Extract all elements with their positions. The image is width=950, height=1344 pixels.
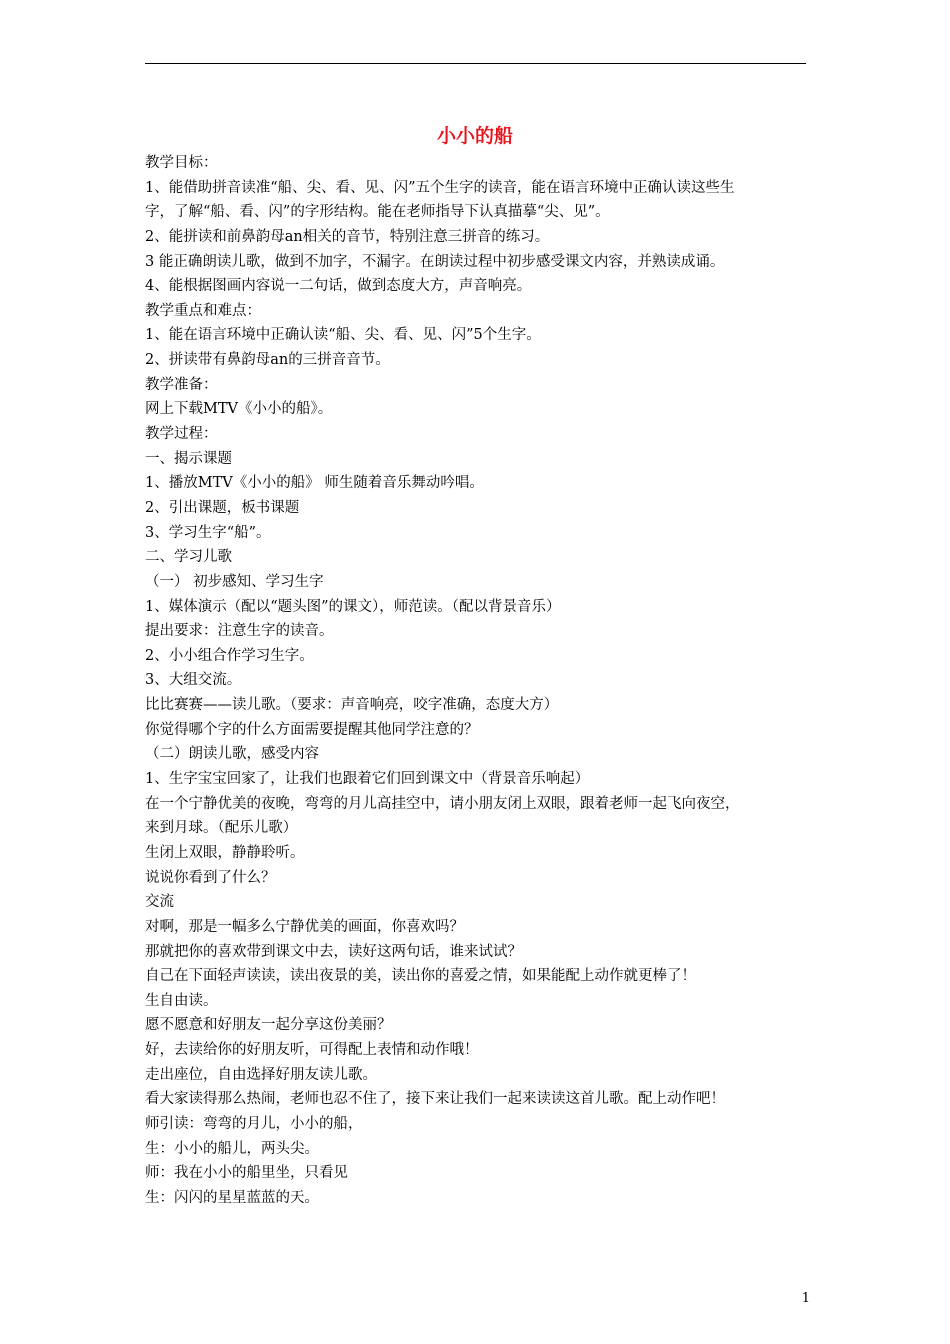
text-line: 好，去读给你的好朋友听，可得配上表情和动作哦！ xyxy=(145,1042,479,1059)
text-line: 3、学习生字“船”。 xyxy=(145,524,271,541)
text-line: 你觉得哪个字的什么方面需要提醒其他同学注意的？ xyxy=(145,721,479,738)
text-line: 教学准备： xyxy=(145,376,218,393)
text-line: 3、大组交流。 xyxy=(145,672,242,689)
text-line: 教学重点和难点： xyxy=(145,302,261,319)
text-line: 2、引出课题，板书课题 xyxy=(145,499,300,516)
text-line: 师：我在小小的船里坐，只看见 xyxy=(145,1165,348,1182)
text-line: 那就把你的喜欢带到课文中去，读好这两句话，谁来试试？ xyxy=(145,943,522,960)
text-line: 看大家读得那么热闹，老师也忍不住了，接下来让我们一起来读读这首儿歌。配上动作吧！ xyxy=(145,1091,725,1108)
text-line: 生闭上双眼，静静聆听。 xyxy=(145,844,305,861)
text-line: 生：闪闪的星星蓝蓝的天。 xyxy=(145,1189,319,1206)
text-line: 说说你看到了什么？ xyxy=(145,869,276,886)
text-line: 3 能正确朗读儿歌，做到不加字，不漏字。在朗读过程中初步感受课文内容，并熟读成诵。 xyxy=(145,253,725,270)
text-line: 1、媒体演示（配以“题头图”的课文），师范读。（配以背景音乐） xyxy=(145,598,561,615)
text-line: 师引读：弯弯的月儿，小小的船， xyxy=(145,1115,363,1132)
text-line: 自己在下面轻声读读，读出夜景的美，读出你的喜爱之情，如果能配上动作就更棒了！ xyxy=(145,968,696,985)
text-line: 对啊，那是一幅多么宁静优美的画面，你喜欢吗？ xyxy=(145,918,464,935)
text-line: 4、能根据图画内容说一二句话，做到态度大方，声音响亮。 xyxy=(145,278,532,295)
text-line: （一） 初步感知、学习生字 xyxy=(145,573,324,590)
text-line: 1、能在语言环境中正确认读“船、尖、看、见、闪”5个生字。 xyxy=(145,327,541,344)
header-rule xyxy=(145,63,806,64)
text-line: 网上下载MTV《小小的船》。 xyxy=(145,401,333,418)
text-line: 交流 xyxy=(145,894,174,911)
text-line: 2、能拼读和前鼻韵母an相关的音节，特别注意三拼音的练习。 xyxy=(145,228,550,245)
text-line: 来到月球。（配乐儿歌） xyxy=(145,820,298,837)
text-line: 1、生字宝宝回家了，让我们也跟着它们回到课文中（背景音乐响起） xyxy=(145,771,590,788)
text-line: 教学目标： xyxy=(145,155,218,171)
document-body xyxy=(145,151,810,1211)
text-line: 2、小小组合作学习生字。 xyxy=(145,647,314,664)
text-line: 在一个宁静优美的夜晚，弯弯的月儿高挂空中，请小朋友闭上双眼，跟着老师一起飞向夜空， xyxy=(145,795,740,812)
document-title: 小小的船 xyxy=(436,125,513,147)
page-number: 1 xyxy=(801,1291,810,1306)
text-line: 愿不愿意和好朋友一起分享这份美丽？ xyxy=(145,1017,392,1034)
text-line: 二、学习儿歌 xyxy=(145,549,232,566)
text-line: 一、揭示课题 xyxy=(145,450,232,467)
text-line: 生自由读。 xyxy=(145,992,218,1009)
text-line: （二）朗读儿歌，感受内容 xyxy=(145,746,319,763)
text-line: 字，了解“船、看、闪”的字形结构。能在老师指导下认真描摹“尖、见”。 xyxy=(145,204,610,221)
text-line: 1、播放MTV《小小的船》 师生随着音乐舞动吟唱。 xyxy=(145,475,484,492)
text-line: 2、拼读带有鼻韵母an的三拼音音节。 xyxy=(145,352,390,369)
text-line: 走出座位，自由选择好朋友读儿歌。 xyxy=(145,1066,377,1083)
text-line: 提出要求：注意生字的读音。 xyxy=(145,623,334,640)
text-line: 生：小小的船儿，两头尖。 xyxy=(145,1140,319,1157)
text-line: 比比赛赛——读儿歌。（要求：声音响亮，咬字准确，态度大方） xyxy=(145,697,559,714)
text-line: 1、能借助拼音读准“船、尖、看、见、闪”五个生字的读音，能在语言环境中正确认读这些生 xyxy=(145,179,735,196)
text-line: 教学过程： xyxy=(145,426,218,443)
